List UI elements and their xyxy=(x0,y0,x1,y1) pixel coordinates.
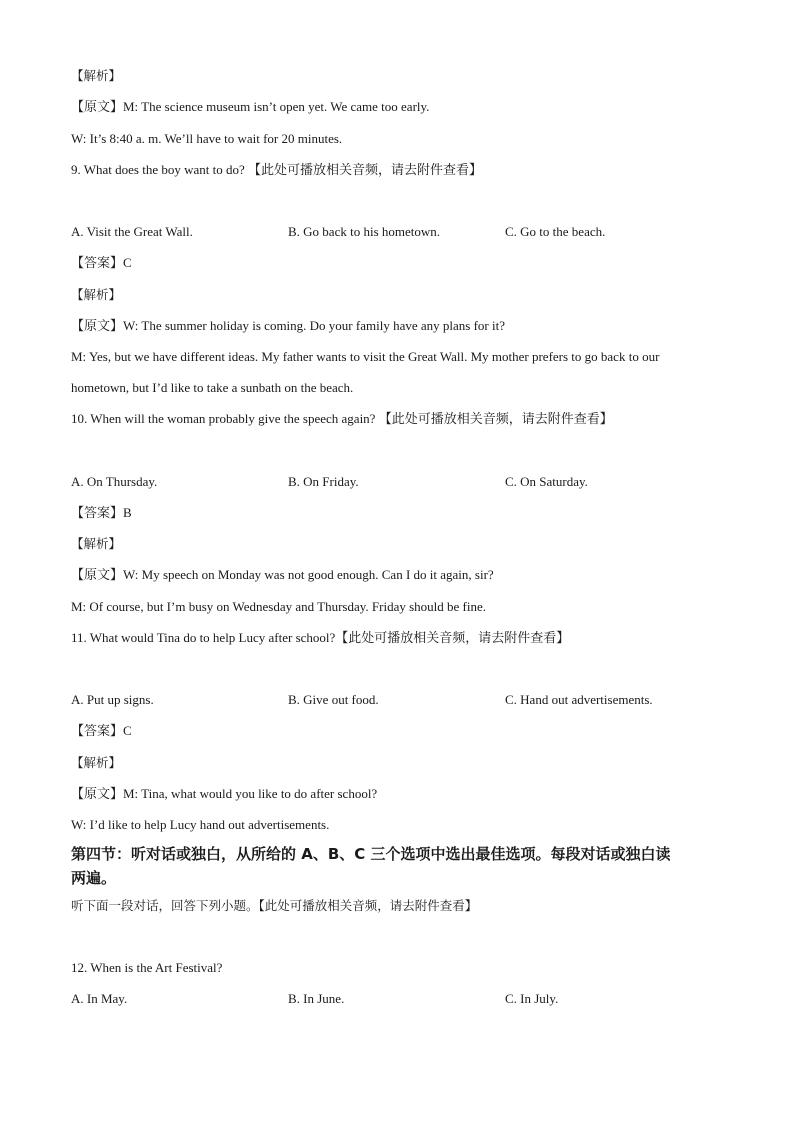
q11-option-a: A. Put up signs. xyxy=(71,692,154,707)
q12-option-c: C. In July. xyxy=(505,991,559,1006)
q9-question: 9. What does the boy want to do? 【此处可播放相关音频，请去附件查看】 xyxy=(71,162,483,177)
q10-answer: 【答案】B xyxy=(71,505,132,520)
q11-analysis-label: 【解析】 xyxy=(71,755,122,770)
q9-transcript-line-3: hometown, but I’d like to take a sunbath on the beach. xyxy=(71,380,354,395)
q9-transcript-line-1: 【原文】W: The summer holiday is coming. Do your family have any plans for it? xyxy=(71,318,505,333)
q12-option-b: B. In June. xyxy=(288,991,345,1006)
q10-option-b: B. On Friday. xyxy=(288,474,359,489)
q12-option-a: A. In May. xyxy=(71,991,128,1006)
q9-option-c: C. Go to the beach. xyxy=(505,224,606,239)
q8-transcript-line-1: 【原文】M: The science museum isn’t open yet. We came too early. xyxy=(71,99,430,114)
section-4-instruction: 听下面一段对话，回答下列小题。【此处可播放相关音频，请去附件查看】 xyxy=(71,898,478,913)
q11-question: 11. What would Tina do to help Lucy after school?【此处可播放相关音频，请去附件查看】 xyxy=(71,630,570,645)
q9-option-b: B. Go back to his hometown. xyxy=(288,224,441,239)
q8-analysis-label: 【解析】 xyxy=(71,68,122,83)
q11-transcript-line-1: 【原文】M: Tina, what would you like to do after school? xyxy=(71,786,378,801)
q10-transcript-line-1: 【原文】W: My speech on Monday was not good enough. Can I do it again, sir? xyxy=(71,567,494,582)
q11-transcript-line-2: W: I’d like to help Lucy hand out advertisements. xyxy=(71,817,330,832)
section-4-title-line-2: 两遍。 xyxy=(71,869,117,887)
q10-analysis-label: 【解析】 xyxy=(71,536,122,551)
q9-option-a: A. Visit the Great Wall. xyxy=(71,224,193,239)
q8-transcript-line-2: W: It’s 8:40 a. m. We’ll have to wait for 20 minutes. xyxy=(71,131,343,146)
q9-analysis-label: 【解析】 xyxy=(71,287,122,302)
q10-option-a: A. On Thursday. xyxy=(71,474,158,489)
q11-option-c: C. Hand out advertisements. xyxy=(505,692,653,707)
q11-option-b: B. Give out food. xyxy=(288,692,379,707)
q10-option-c: C. On Saturday. xyxy=(505,474,588,489)
q9-answer: 【答案】C xyxy=(71,255,132,270)
q11-answer: 【答案】C xyxy=(71,723,132,738)
section-4-title-line-1: 第四节：听对话或独白，从所给的 A、B、C 三个选项中选出最佳选项。每段对话或独白读 xyxy=(71,845,671,863)
q12-question: 12. When is the Art Festival? xyxy=(71,960,223,975)
q10-question: 10. When will the woman probably give the speech again? 【此处可播放相关音频，请去附件查看】 xyxy=(71,411,613,426)
q10-transcript-line-2: M: Of course, but I’m busy on Wednesday and Thursday. Friday should be fine. xyxy=(71,599,487,614)
q9-transcript-line-2: M: Yes, but we have different ideas. My father wants to visit the Great Wall. My mother prefers to go back to our xyxy=(71,349,660,364)
